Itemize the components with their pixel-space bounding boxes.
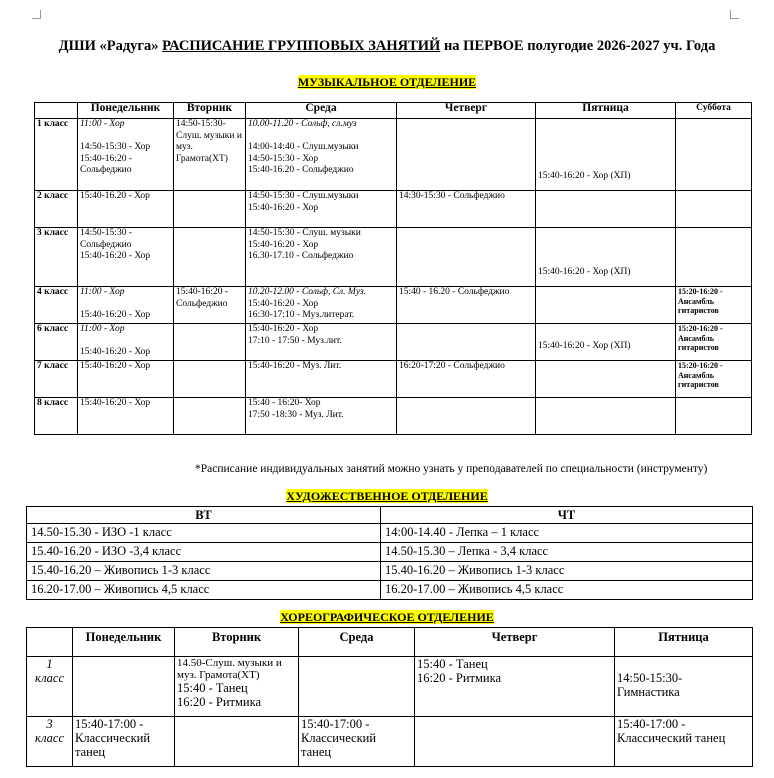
- individual-lessons-note: *Расписание индивидуальных занятий можно узнать у преподавателей по специальности (инструменту): [195, 463, 708, 475]
- friday-cell: [536, 361, 676, 398]
- table-row: [27, 562, 753, 581]
- monday-cell: [78, 398, 174, 435]
- schedule-entry: 17:50 -18:30 - Муз. Лит.: [248, 409, 344, 420]
- tuesday-cell: [174, 191, 246, 228]
- schedule-entry: Классический танец: [617, 731, 726, 745]
- schedule-entry: [248, 131, 394, 143]
- dance-department-title: ХОРЕОГРАФИЧЕСКОЕ ОТДЕЛЕНИЕ: [280, 610, 494, 624]
- monday-cell: [78, 324, 174, 361]
- thursday-cell: [415, 717, 615, 767]
- schedule-entry: 16:20-17:20 - Сольфеджио: [399, 361, 505, 371]
- table-row: [35, 287, 752, 324]
- wednesday-cell: [246, 324, 397, 361]
- schedule-entry: 15:40-16:20 - Хор: [80, 251, 151, 261]
- schedule-entry: танец: [301, 745, 332, 759]
- schedule-entry: 16:20 - Ритмика: [417, 671, 502, 685]
- table-row: [27, 581, 753, 600]
- schedule-entry: 15:40 - Танец: [177, 681, 248, 695]
- monday-cell: [78, 191, 174, 228]
- schedule-entry: 15:40-16.20 - Сольфеджио: [248, 165, 354, 175]
- schedule-entry: 15:40-16:20 - Хор (ХП): [538, 340, 631, 351]
- page-title: [20, 38, 754, 54]
- schedule-entry: 16:20 - Ритмика: [177, 695, 262, 709]
- friday-cell: [536, 324, 676, 361]
- column-header: ВТ: [27, 507, 381, 524]
- monday-cell: [78, 119, 174, 191]
- tuesday-cell: [175, 717, 299, 767]
- schedule-entry: 14:50-15:30-: [617, 671, 683, 685]
- schedule-entry: Классический: [301, 731, 377, 745]
- schedule-entry: Классический: [75, 731, 151, 745]
- column-header: Пятница: [615, 628, 753, 657]
- dance-schedule-table: [26, 627, 753, 767]
- art-department-title: ХУДОЖЕСТВЕННОЕ ОТДЕЛЕНИЕ: [286, 489, 488, 503]
- saturday-cell: [676, 119, 752, 191]
- table-row: [35, 228, 752, 287]
- column-header: Понедельник: [73, 628, 175, 657]
- schedule-entry: 14:00-14:40 - Слуш.музыки: [248, 142, 359, 152]
- class-label: 7 класс: [35, 361, 78, 398]
- class-label: 6 класс: [35, 324, 78, 361]
- saturday-cell: [676, 287, 752, 324]
- class-label: 1 класс: [35, 119, 78, 191]
- schedule-entry: 15:40-16:20 - Хор: [80, 361, 151, 371]
- friday-cell: [615, 717, 753, 767]
- thursday-cell: 16.20-17.00 – Живопись 4,5 класс: [381, 581, 753, 600]
- class-label: [27, 717, 73, 767]
- wednesday-cell: [299, 717, 415, 767]
- table-header-row: [27, 628, 753, 657]
- tuesday-cell: [174, 324, 246, 361]
- tuesday-cell: [174, 228, 246, 287]
- friday-cell: [536, 398, 676, 435]
- friday-cell: [615, 657, 753, 717]
- schedule-entry: 17:10 - 17:50 - Муз.лит.: [248, 335, 342, 346]
- wednesday-cell: [246, 228, 397, 287]
- schedule-entry: 15:20-16:20 - Ансамбль гитаристов: [678, 361, 723, 389]
- schedule-entry: 15:40-16:20 - Хор: [248, 202, 319, 213]
- column-header: Вторник: [175, 628, 299, 657]
- schedule-entry: 14:50-15:30 - Сольфеджио: [80, 228, 132, 250]
- column-header: Пятница: [536, 103, 676, 119]
- schedule-entry: 15:40 - 16.20 - Сольфеджио: [399, 287, 510, 297]
- schedule-entry: Гимнастика: [617, 685, 680, 699]
- schedule-entry: 14:50-15:30 - Слуш.музыки: [248, 191, 359, 201]
- column-header: Четверг: [397, 103, 536, 119]
- schedule-entry: 14:50-15:30 - Хор: [80, 142, 151, 152]
- schedule-entry: 15:40-17:00 -: [617, 717, 686, 731]
- tuesday-cell: [174, 287, 246, 324]
- thursday-cell: [397, 324, 536, 361]
- thursday-cell: [397, 398, 536, 435]
- schedule-title: РАСПИСАНИЕ ГРУППОВЫХ ЗАНЯТИЙ: [162, 38, 441, 54]
- schedule-period: на ПЕРВОЕ полугодие 2026-2027 уч. Года: [440, 38, 716, 54]
- wednesday-cell: [246, 287, 397, 324]
- table-row: [27, 657, 753, 717]
- thursday-cell: [415, 657, 615, 717]
- schedule-entry: 16:30-17:10 - Муз.литерат.: [248, 310, 355, 320]
- friday-cell: [536, 287, 676, 324]
- class-label: 2 класс: [35, 191, 78, 228]
- music-schedule-table: [34, 102, 752, 435]
- column-header: Суббота: [676, 103, 752, 119]
- table-header-row: [35, 103, 752, 119]
- tuesday-cell: [175, 657, 299, 717]
- table-row: [35, 398, 752, 435]
- column-header: Среда: [246, 103, 397, 119]
- schedule-entry: 15:40-16:20 - Хор: [80, 347, 151, 357]
- schedule-entry: 14:30-15:30 - Сольфеджио: [399, 191, 505, 201]
- schedule-entry: 15:20-16:20 - Ансамбль гитаристов: [678, 324, 723, 352]
- column-header: Среда: [299, 628, 415, 657]
- column-header: ЧТ: [381, 507, 753, 524]
- tuesday-cell: 15.40-16.20 – Живопись 1-3 класс: [27, 562, 381, 581]
- table-row: [35, 119, 752, 191]
- schedule-entry: 14:50-15:30 - Хор: [248, 153, 319, 164]
- wednesday-cell: [246, 361, 397, 398]
- schedule-entry: 14:50-15:30-Слуш. музыки и муз. Грамота(ХТ): [176, 119, 242, 164]
- saturday-cell: [676, 398, 752, 435]
- schedule-entry: [80, 131, 171, 143]
- table-row: [35, 191, 752, 228]
- page-corner-mark: [32, 10, 41, 19]
- class-label: 4 класс: [35, 287, 78, 324]
- saturday-cell: [676, 228, 752, 287]
- saturday-cell: [676, 191, 752, 228]
- page-corner-mark: [730, 10, 739, 19]
- monday-cell: [78, 361, 174, 398]
- schedule-entry: 15:40-17:00 -: [75, 717, 144, 731]
- tuesday-cell: 16.20-17.00 – Живопись 4,5 класс: [27, 581, 381, 600]
- saturday-cell: [676, 361, 752, 398]
- schedule-entry: [80, 299, 171, 311]
- monday-cell: [78, 287, 174, 324]
- monday-cell: [73, 657, 175, 717]
- table-row: [35, 324, 752, 361]
- schedule-entry: 10.00-11.20 - Сольф, сл.муз: [248, 119, 357, 129]
- monday-cell: [73, 717, 175, 767]
- art-schedule-table: [26, 506, 753, 600]
- schedule-entry: 15:40-16:20 - Хор: [248, 324, 319, 334]
- schedule-entry: 11:00 - Хор: [80, 324, 125, 334]
- tuesday-cell: 15.40-16.20 - ИЗО -3,4 класс: [27, 543, 381, 562]
- tuesday-cell: 14.50-15.30 - ИЗО -1 класс: [27, 524, 381, 543]
- table-row: [35, 361, 752, 398]
- thursday-cell: [397, 228, 536, 287]
- thursday-cell: 14:00-14.40 - Лепка – 1 класс: [381, 524, 753, 543]
- saturday-cell: [676, 324, 752, 361]
- friday-cell: [536, 228, 676, 287]
- wednesday-cell: [299, 657, 415, 717]
- wednesday-cell: [246, 398, 397, 435]
- column-header: Вторник: [174, 103, 246, 119]
- thursday-cell: [397, 287, 536, 324]
- schedule-entry: 3: [46, 717, 53, 731]
- schedule-entry: 10.20-12.00 - Сольф, Сл. Муз.: [248, 287, 367, 297]
- class-label: 8 класс: [35, 398, 78, 435]
- schedule-entry: 15:40-16.20 - Хор: [80, 191, 150, 201]
- schedule-entry: 15:40 - 16:20- Хор: [248, 398, 321, 408]
- schedule-entry: 15:40-16:20 - Хор: [80, 310, 151, 320]
- schedule-entry: 15:40-16:20 - Хор: [248, 298, 319, 309]
- schedule-entry: 14:50-15:30 - Слуш. музыки: [248, 228, 361, 238]
- schedule-entry: 14.50-Слуш. музыки и муз. Грамота(ХТ): [177, 657, 282, 681]
- thursday-cell: 15.40-16.20 – Живопись 1-3 класс: [381, 562, 753, 581]
- schedule-entry: 15:40-16:20 - Хор: [248, 239, 319, 250]
- schedule-entry: 15:40-16:20 - Хор (ХП): [538, 266, 631, 277]
- schedule-entry: [80, 336, 171, 348]
- schedule-entry: 15:40-16:20 - Сольфеджио: [176, 287, 228, 309]
- schedule-entry: 15:20-16:20 - Ансамбль гитаристов: [678, 287, 723, 315]
- schedule-entry: [617, 657, 750, 671]
- schedule-entry: 15:40-16:20 - Хор: [80, 398, 151, 408]
- schedule-entry: 15:40-17:00 -: [301, 717, 370, 731]
- schedule-entry: 16.30-17.10 - Сольфеджио: [248, 251, 354, 261]
- thursday-cell: [397, 361, 536, 398]
- wednesday-cell: [246, 191, 397, 228]
- schedule-entry: 15:40-16:20 - Хор (ХП): [538, 170, 631, 181]
- thursday-cell: 14.50-15.30 – Лепка - 3,4 класс: [381, 543, 753, 562]
- column-header: Понедельник: [78, 103, 174, 119]
- table-row: [27, 543, 753, 562]
- table-row: [27, 717, 753, 767]
- schedule-entry: 15:40-16:20 - Сольфеджио: [80, 153, 132, 175]
- friday-cell: [536, 119, 676, 191]
- tuesday-cell: [174, 398, 246, 435]
- schedule-entry: 11:00 - Хор: [80, 287, 125, 297]
- table-row: [27, 524, 753, 543]
- schedule-entry: танец: [75, 745, 106, 759]
- school-name: ДШИ «Радуга»: [58, 38, 159, 54]
- column-header: Четверг: [415, 628, 615, 657]
- thursday-cell: [397, 191, 536, 228]
- schedule-entry: 15:40-16:20 - Муз. Лит.: [248, 361, 342, 371]
- class-label: [27, 657, 73, 717]
- schedule-entry: 15:40 - Танец: [417, 657, 488, 671]
- tuesday-cell: [174, 361, 246, 398]
- music-department-title: МУЗЫКАЛЬНОЕ ОТДЕЛЕНИЕ: [297, 75, 477, 89]
- schedule-entry: 1: [46, 657, 53, 671]
- class-label: 3 класс: [35, 228, 78, 287]
- table-header-row: [27, 507, 753, 524]
- monday-cell: [78, 228, 174, 287]
- schedule-entry: класс: [34, 671, 65, 685]
- schedule-entry: 11:00 - Хор: [80, 119, 125, 129]
- thursday-cell: [397, 119, 536, 191]
- tuesday-cell: [174, 119, 246, 191]
- friday-cell: [536, 191, 676, 228]
- schedule-entry: класс: [34, 731, 65, 745]
- wednesday-cell: [246, 119, 397, 191]
